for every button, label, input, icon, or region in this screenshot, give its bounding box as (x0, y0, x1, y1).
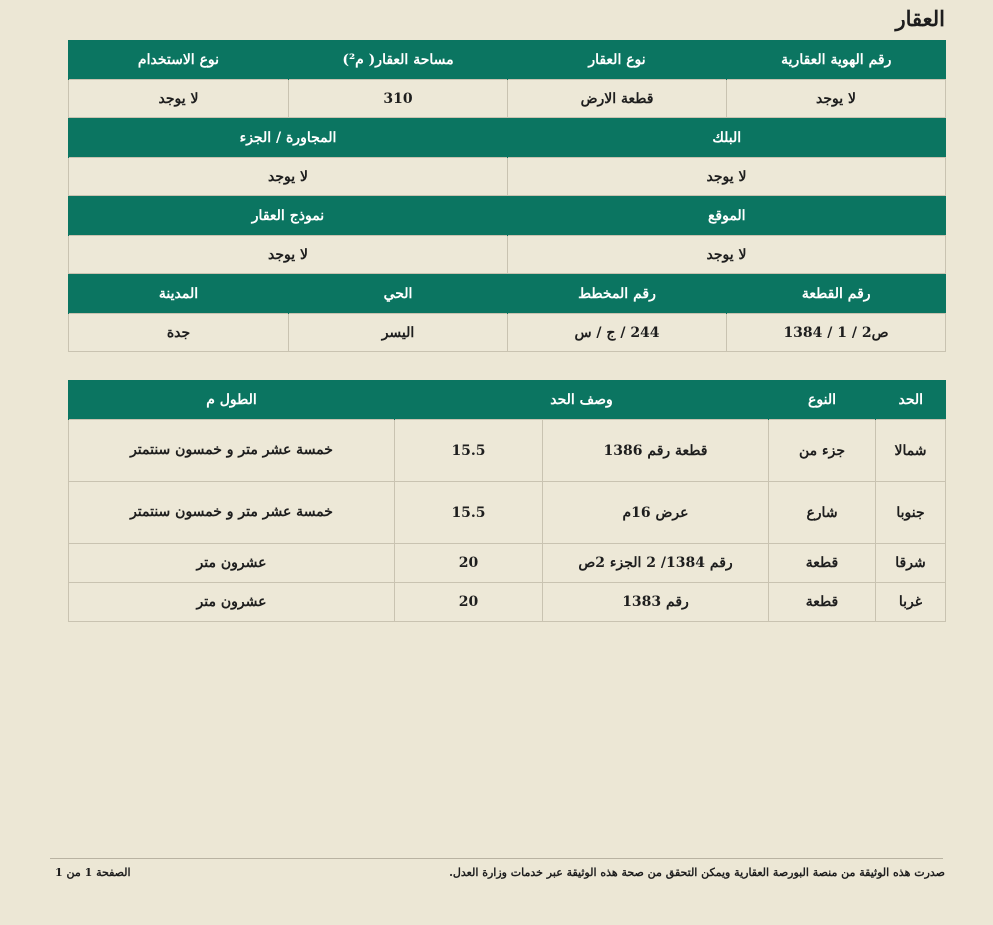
header-boundary: الحد (876, 380, 946, 420)
footer-divider (50, 858, 943, 859)
length-number: 20 (395, 544, 543, 583)
boundary-north: شمالا (876, 420, 946, 482)
boundary-description: عرض 16م (543, 482, 769, 544)
table-row (69, 583, 946, 622)
header-property-area: مساحة العقار( م²) (289, 40, 508, 80)
length-text: عشرون متر (69, 583, 395, 622)
boundary-west: غربا (876, 583, 946, 622)
property-value-row-1 (69, 80, 946, 118)
length-number: 20 (395, 583, 543, 622)
boundary-south: جنوبا (876, 482, 946, 544)
boundary-east: شرقا (876, 544, 946, 583)
boundaries-table (68, 380, 946, 622)
length-number: 15.5 (395, 482, 543, 544)
property-value-row-3 (69, 236, 946, 274)
table-row (69, 482, 946, 544)
value-plot-number: 1384 / 1 / 2ص (727, 314, 946, 352)
value-neighborhood-part: لا يوجد (69, 158, 508, 196)
header-neighborhood-part: المجاورة / الجزء (69, 118, 508, 158)
page-title: العقار (895, 6, 945, 31)
value-property-area: 310 (289, 80, 508, 118)
value-location: لا يوجد (508, 236, 946, 274)
length-text: خمسة عشر متر و خمسون سنتمتر (69, 482, 395, 544)
boundary-description: رقم 1384/ 2 الجزء 2ص (543, 544, 769, 583)
boundary-type: جزء من (769, 420, 876, 482)
header-block: البلك (508, 118, 946, 158)
header-plan-number: رقم المخطط (508, 274, 727, 314)
boundary-description: رقم 1383 (543, 583, 769, 622)
property-info-table (68, 40, 946, 352)
value-plan-number: 244 / ج / س (508, 314, 727, 352)
property-value-row-2 (69, 158, 946, 196)
page-number: الصفحة 1 من 1 (55, 866, 131, 879)
header-boundary-description: وصف الحد (395, 380, 769, 420)
value-property-model: لا يوجد (69, 236, 508, 274)
header-plot-number: رقم القطعة (727, 274, 946, 314)
value-district: اليسر (289, 314, 508, 352)
boundary-type: قطعة (769, 544, 876, 583)
boundary-description: قطعة رقم 1386 (543, 420, 769, 482)
property-header-row-4 (69, 274, 946, 314)
header-location: الموقع (508, 196, 946, 236)
boundary-type: قطعة (769, 583, 876, 622)
header-boundary-type: النوع (769, 380, 876, 420)
header-length: الطول م (69, 380, 395, 420)
boundaries-header-row (69, 380, 946, 420)
header-property-id: رقم الهوية العقارية (727, 40, 946, 80)
value-block: لا يوجد (508, 158, 946, 196)
header-district: الحي (289, 274, 508, 314)
value-usage-type: لا يوجد (69, 80, 289, 118)
length-number: 15.5 (395, 420, 543, 482)
header-usage-type: نوع الاستخدام (69, 40, 289, 80)
header-property-model: نموذج العقار (69, 196, 508, 236)
header-city: المدينة (69, 274, 289, 314)
property-value-row-4 (69, 314, 946, 352)
table-row (69, 544, 946, 583)
table-row (69, 420, 946, 482)
value-property-type: قطعة الارض (508, 80, 727, 118)
footer-note: صدرت هذه الوثيقة من منصة البورصة العقارية ويمكن التحقق من صحة هذه الوثيقة عبر خدمات وزارة العدل. (449, 866, 945, 879)
length-text: خمسة عشر متر و خمسون سنتمتر (69, 420, 395, 482)
value-city: جدة (69, 314, 289, 352)
property-header-row-1 (69, 40, 946, 80)
length-text: عشرون متر (69, 544, 395, 583)
boundary-type: شارع (769, 482, 876, 544)
value-property-id: لا يوجد (727, 80, 946, 118)
header-property-type: نوع العقار (508, 40, 727, 80)
property-header-row-3 (69, 196, 946, 236)
property-header-row-2 (69, 118, 946, 158)
